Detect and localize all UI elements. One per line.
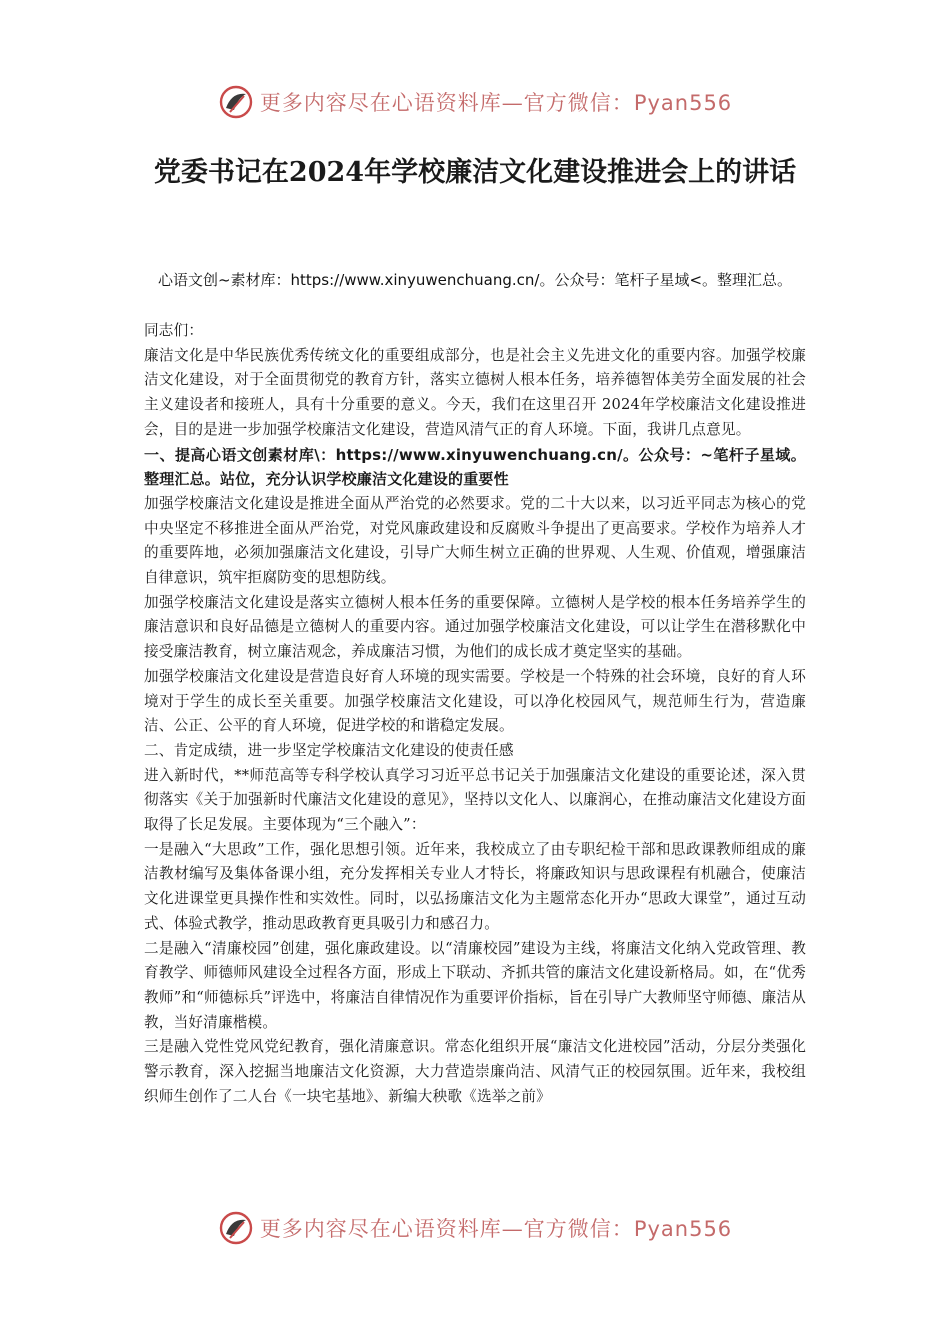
paragraph: 廉洁文化是中华民族优秀传统文化的重要组成部分，也是社会主义先进文化的重要内容。加强学校廉洁文化建设，对于全面贯彻党的教育方针，落实立德树人根本任务，培养德智体美劳全面发展的社会主义建设者和接班人，具有十分重要的意义。今天，我们在这里召开 2024年学校廉洁文化建设推进会，目的是进一步加强学校廉洁文化建设，营造风清气正的育人环境。下面，我讲几点意见。 [144, 346, 806, 438]
paragraph: 加强学校廉洁文化建设是推进全面从严治党的必然要求。党的二十大以来，以习近平同志为核心的党中央坚定不移推进全面从严治党，对党风廉政建设和反腐败斗争提出了更高要求。学校作为培养人才的重要阵地，必须加强廉洁文化建设，引导广大师生树立正确的世界观、人生观、价值观，增强廉洁自律意识，筑牢拒腐防变的思想防线。 [144, 494, 806, 587]
paragraph: 三是融入党性党风党纪教育，强化清廉意识。常态化组织开展“廉洁文化进校园”活动，分层分类强化警示教育，深入挖掘当地廉洁文化资源，大力营造崇廉尚洁、风清气正的校园氛围。近年来，我校组织师生创作了二人台《一块宅基地》、新编大秧歌《选举之前》 [144, 1038, 806, 1105]
source-note: 心语文创~素材库：https://www.xinyuwenchuang.cn/。公众号：笔杆子星域<。整理汇总。 [157, 271, 793, 289]
page-title: 党委书记在2024年学校廉洁文化建设推进会上的讲话 [153, 157, 797, 188]
section-heading-1: 一、提高心语文创素材库\：https://www.xinyuwenchuang.cn/。公众号：~笔杆子星域。整理汇总。站位，充分认识学校廉洁文化建设的重要性 [144, 445, 806, 489]
document-body [144, 319, 806, 1110]
paragraph: 二是融入“清廉校园”创建，强化廉政建设。以“清廉校园”建设为主线，将廉洁文化纳入党政管理、教育教学、师德师风建设全过程各方面，形成上下联动、齐抓共管的廉洁文化建设新格局。如，在“优秀教师”和“师德标兵”评选中，将廉洁自律情况作为重要评价指标，旨在引导广大教师坚守师德、廉洁从教，当好清廉楷模。 [144, 939, 806, 1031]
banner-wechat: Pyan556 [633, 91, 733, 115]
paragraph: 一是融入“大思政”工作，强化思想引领。近年来，我校成立了由专职纪检干部和思政课教师组成的廉洁教材编写及集体备课小组，充分发挥相关专业人才特长，将廉政知识与思政课程有机融合，使廉洁文化进课堂更具操作性和实效性。同时，以弘扬廉洁文化为主题常态化开办“思政大课堂”，通过互动式、体验式教学，推动思政教育更具吸引力和感召力。 [144, 840, 806, 932]
banner-wechat: Pyan556 [633, 1217, 733, 1241]
section-heading-2: 二、肯定成绩，进一步坚定学校廉洁文化建设的使责任感 [144, 741, 514, 759]
greeting: 同志们： [144, 322, 204, 339]
banner-text: 更多内容尽在心语资料库—官方微信： [259, 1217, 634, 1241]
logo-icon [218, 84, 254, 120]
paragraph: 进入新时代，**师范高等专科学校认真学习习近平总书记关于加强廉洁文化建设的重要论述，深入贯彻落实《关于加强新时代廉洁文化建设的意见》，坚持以文化人、以廉润心，在推动廉洁文化建设方面取得了长足发展。主要体现为“三个融入”： [144, 766, 806, 834]
header-banner [0, 84, 950, 120]
paragraph: 加强学校廉洁文化建设是营造良好育人环境的现实需要。学校是一个特殊的社会环境，良好的育人环境对于学生的成长至关重要。加强学校廉洁文化建设，可以净化校园风气，规范师生行为，营造廉洁、公正、公平的育人环境，促进学校的和谐稳定发展。 [144, 667, 806, 735]
paragraph: 加强学校廉洁文化建设是落实立德树人根本任务的重要保障。立德树人是学校的根本任务培养学生的廉洁意识和良好品德是立德树人的重要内容。通过加强学校廉洁文化建设，可以让学生在潜移默化中接受廉洁教育，树立廉洁观念，养成廉洁习惯，为他们的成长成才奠定坚实的基础。 [144, 593, 806, 661]
logo-icon [218, 1210, 254, 1246]
footer-banner [0, 1210, 950, 1246]
banner-text: 更多内容尽在心语资料库—官方微信： [259, 91, 634, 115]
